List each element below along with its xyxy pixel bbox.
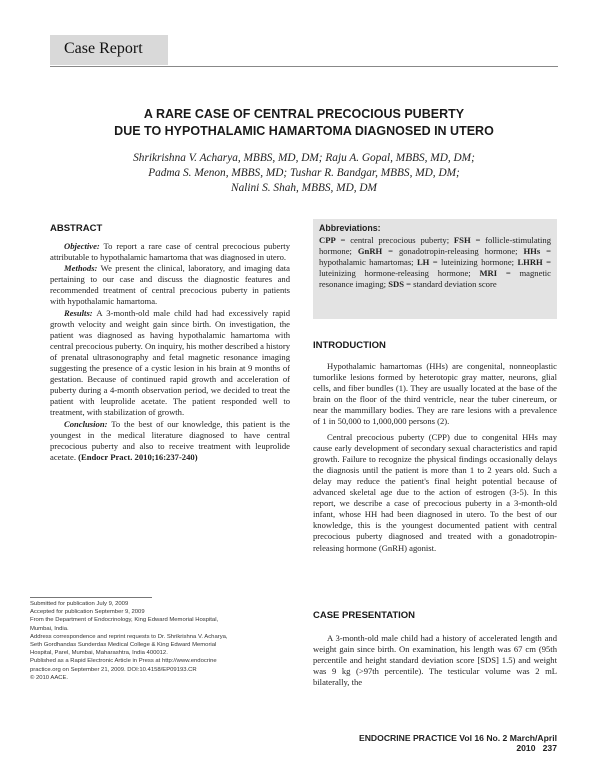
footnote-line: Hospital, Parel, Mumbai, Maharashtra, India 400012. (30, 650, 168, 657)
abbr-term: FSH (453, 235, 471, 245)
abbr-term: SDS (388, 279, 404, 290)
introduction-heading: INTRODUCTION (313, 340, 386, 351)
introduction-body (313, 361, 557, 554)
abbr-def: = standard deviation score (403, 279, 497, 290)
abbr-term: GnRH (357, 246, 383, 257)
conclusion-label: Conclusion: (64, 418, 108, 429)
footnote-line: Address correspondence and reprint requests to Dr. Shrikrishna V. Acharya, (30, 633, 228, 640)
abstract-results (50, 308, 290, 419)
abbr-def: = follicle-stimulating hormone; (319, 235, 551, 257)
article-type-banner (50, 35, 168, 65)
footnote-line: From the Department of Endocrinology, King Edward Memorial Hospital, (30, 617, 219, 624)
author-line: Padma S. Menon, MBBS, MD; Tushar R. Bandgar, MBBS, MD, DM; (148, 167, 460, 179)
abbr-def: = luteinizing hormone; (429, 257, 518, 268)
abbreviations-heading: Abbreviations: (319, 223, 381, 233)
abstract-body (50, 241, 290, 463)
article-title (50, 106, 558, 140)
title-line-1: A RARE CASE OF CENTRAL PRECOCIOUS PUBERTY (143, 107, 465, 121)
results-label: Results: (64, 307, 93, 318)
author-line: Shrikrishna V. Acharya, MBBS, MD, DM; Raju A. Gopal, MBBS, MD, DM; (133, 152, 475, 164)
methods-text: We present the clinical, laboratory, and imaging data pertaining to our case and discuss the diagnostic features and recommended treatment of central precocious puberty in patients with hypothalamic hamartoma. (50, 263, 290, 307)
abbr-term: LH (416, 257, 430, 268)
objective-label: Objective: (64, 241, 100, 251)
abbr-term: HHs (523, 246, 541, 257)
abbr-def: = luteinizing hormone-releasing hormone; (319, 257, 551, 279)
abbr-term: CPP (319, 235, 336, 245)
footnote-rule (30, 597, 152, 598)
results-text: A 3-month-old male child had had excessively rapid growth velocity and weight gain since birth. On investigation, the patient was diagnosed as having hypothalamic hamartoma with central precocious puberty. On inquiry, his mother described a history of prenatal ultrasonography and fetal magnetic resonance imaging suggesting the presence of a cystic lesion in his brain at 9 months of gestation. Because of continued rapid growth and acceleration of puberty during a 4-month observation period, we decided to treat the patient with leuprolide acetate. The patient responded well to treatment, with stabilization of growth. (50, 307, 290, 418)
journal-footer (317, 733, 557, 753)
abstract-objective (50, 241, 290, 263)
abstract-heading: ABSTRACT (50, 223, 103, 234)
author-list (50, 151, 558, 196)
abbr-term: LHRH (517, 257, 543, 268)
objective-text: To report a rare case of central precocious puberty attributable to hypothalamic hamartoma that was diagnosed in utero. (50, 241, 290, 263)
abbr-def: = gonadotropin-releasing hormone; (382, 246, 524, 257)
case-presentation-body (313, 633, 557, 688)
footnote-line: Accepted for publication September 9, 2009 (30, 609, 145, 616)
title-line-2: DUE TO HYPOTHALAMIC HAMARTOMA DIAGNOSED IN UTERO (114, 124, 494, 138)
author-line: Nalini S. Shah, MBBS, MD, DM (231, 182, 377, 194)
page-number: 237 (542, 743, 557, 753)
abbr-term: MRI (479, 268, 498, 279)
case-presentation-heading: CASE PRESENTATION (313, 610, 416, 621)
article-type-label: Case Report (64, 40, 143, 57)
abbr-def: = hypothalamic hamartomas; (319, 246, 551, 268)
footnote-line: Mumbai, India. (30, 625, 69, 632)
header-rule (50, 66, 558, 67)
footnotes (30, 600, 288, 682)
abbreviations-box (313, 219, 557, 319)
introduction-paragraph: Central precocious puberty (CPP) due to congenital HHs may cause early development of secondary sexual characteristics and rapid growth. Failure to recognize the physical findings occasionally delays the diagnosis until the patient is more than 1 to 2 years old. Such a delay may reduce the patient's final height potential because of advanced skeletal age due to the action of estrogen (3-5). In this report, we describe a case of precocious puberty in a 3-month-old infant, whose HH had been diagnosed in utero. To the best of our knowledge, this is the youngest documented patient with central precocious puberty diagnosed and treated with a gonadotropin-releasing hormone (GnRH) agonist. (313, 431, 557, 553)
footnote-line: Seth Gordhandas Sunderdas Medical College & King Edward Memorial (30, 642, 217, 649)
footnote-line: © 2010 AACE. (30, 674, 69, 681)
conclusion-text: To the best of our knowledge, this patient is the youngest in the medical literature diagnosed to have central precocious puberty and also to receive treatment with leuprolide acetate. (50, 418, 290, 462)
footnote-line: practice.org on September 21, 2009. DOI:10.4158/EP09193.CR (30, 666, 197, 673)
case-paragraph: A 3-month-old male child had a history of accelerated length and weight gain since birth. On examination, his length was 67 cm (95th percentile and height standard deviation score [SDS] 1.5) and weight was 9 kg (>97th percentile). The testicular volume was 2 mL bilaterally, the (313, 633, 557, 688)
citation: (Endocr Pract. 2010;16:237-240) (76, 451, 198, 462)
abstract-methods (50, 263, 290, 307)
abstract-conclusion (50, 419, 290, 463)
footnote-line: Published as a Rapid Electronic Article in Press at http://www.endocrine (30, 658, 217, 665)
methods-label: Methods: (64, 263, 98, 274)
abbreviations-list (319, 235, 551, 290)
abbr-def: = central precocious puberty; (335, 235, 454, 245)
abbr-def: = magnetic resonance imaging; (319, 268, 551, 290)
journal-name: ENDOCRINE PRACTICE Vol 16 No. 2 March/April 2010 (358, 733, 557, 753)
footnote-line: Submitted for publication July 9, 2009 (30, 601, 129, 607)
introduction-paragraph: Hypothalamic hamartomas (HHs) are congenital, nonneoplastic tumorlike lesions formed by heterotopic gray matter, neurons, glial cells, and fiber bundles (1). They are usually located at the base of the brain on the floor of the third ventricle, near the tuber cinereum, or near the mammillary bodies. They are rare lesions with a prevalence of 1 in 50,000 to 1,000,000 persons (2). (313, 361, 557, 427)
